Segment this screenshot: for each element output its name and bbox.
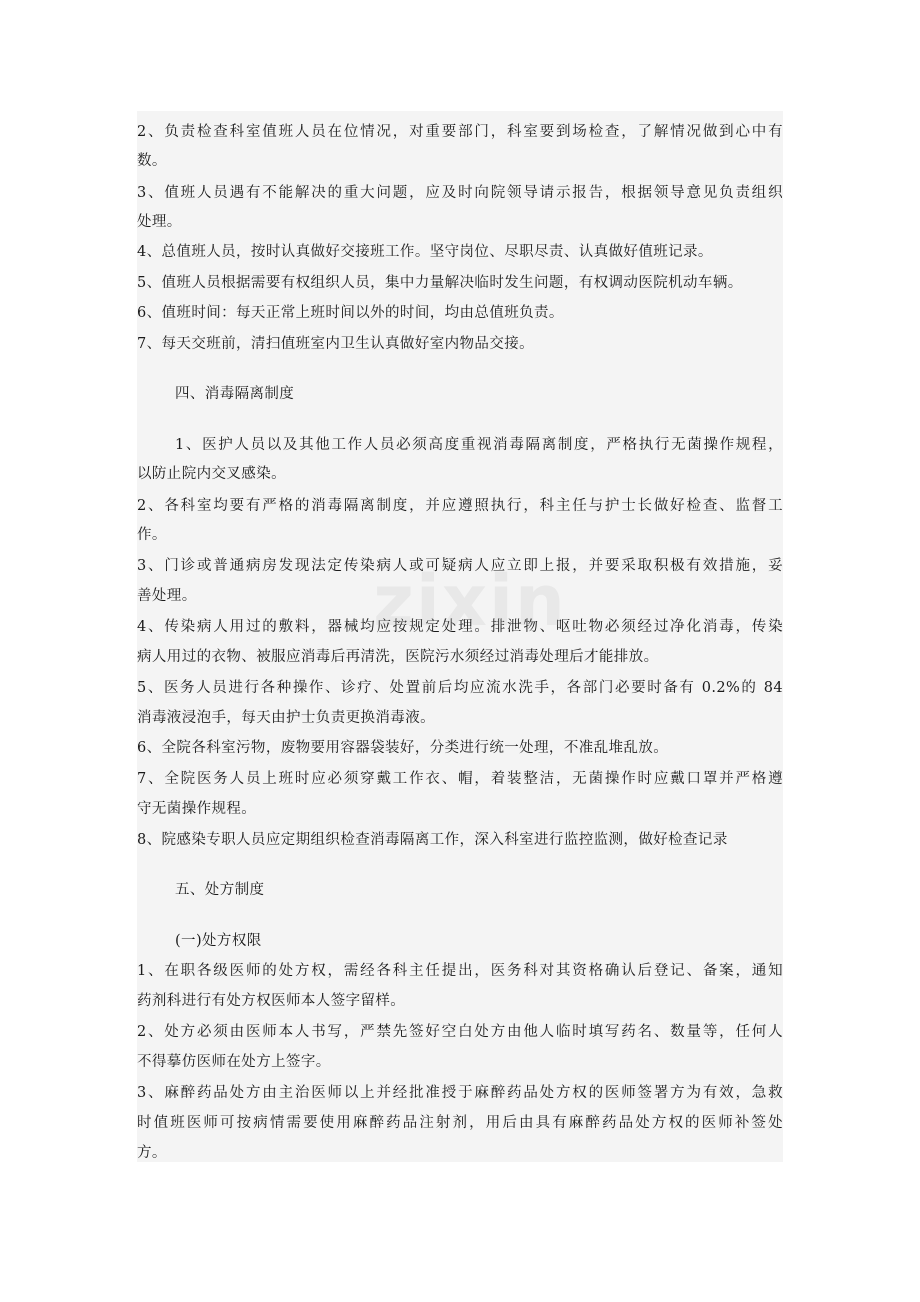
paragraph-line: 守无菌操作规程。 bbox=[137, 801, 257, 817]
paragraph-line: 7、全院医务人员上班时应必须穿戴工作衣、帽，着装整洁，无菌操作时应戴口罩并严格遵 bbox=[137, 771, 783, 787]
paragraph-line: 4、传染病人用过的敷料，器械均应按规定处理。排泄物、呕吐物必须经过净化消毒，传染 bbox=[137, 619, 783, 635]
paragraph-line: 2、各科室均要有严格的消毒隔离制度，并应遵照执行，科主任与护士长做好检查、监督工 bbox=[137, 498, 783, 514]
paragraph-line: 以防止院内交叉感染。 bbox=[137, 466, 286, 482]
watermark-logo: zixin bbox=[373, 560, 567, 642]
paragraph-line: 4、总值班人员，按时认真做好交接班工作。坚守岗位、尽职尽责、认真做好值班记录。 bbox=[137, 244, 713, 260]
section-heading: 五、处方制度 bbox=[175, 882, 265, 898]
paragraph-line: 2、处方必须由医师本人书写，严禁先签好空白处方由他人临时填写药名、数量等，任何人 bbox=[137, 1024, 783, 1040]
paragraph-line: 6、全院各科室污物，废物要用容器袋装好，分类进行统一处理，不准乱堆乱放。 bbox=[137, 740, 669, 756]
paragraph-line: 2、负责检查科室值班人员在位情况，对重要部门，科室要到场检查，了解情况做到心中有 bbox=[137, 124, 783, 140]
paragraph-line: 3、麻醉药品处方由主治医师以上并经批准授于麻醉药品处方权的医师签署方为有效，急救 bbox=[137, 1085, 783, 1101]
paragraph-line: 善处理。 bbox=[137, 588, 197, 604]
subsection-heading: (一)处方权限 bbox=[175, 933, 262, 949]
paragraph-line: 处理。 bbox=[137, 214, 182, 230]
paragraph-line: 消毒液浸泡手，每天由护士负责更换消毒液。 bbox=[137, 710, 435, 726]
paragraph-line: 7、每天交班前，清扫值班室内卫生认真做好室内物品交接。 bbox=[137, 336, 535, 352]
paragraph-line: 时值班医师可按病情需要使用麻醉药品注射剂，用后由具有麻醉药品处方权的医师补签处 bbox=[137, 1115, 783, 1131]
section-heading: 四、消毒隔离制度 bbox=[175, 386, 295, 402]
paragraph-line: 6、值班时间：每天正常上班时间以外的时间，均由总值班负责。 bbox=[137, 305, 564, 321]
paragraph-line: 3、值班人员遇有不能解决的重大问题，应及时向院领导请示报告，根据领导意见负责组织 bbox=[137, 185, 783, 201]
paragraph-line: 5、医务人员进行各种操作、诊疗、处置前后均应流水洗手，各部门必要时备有 0.2%的 84 bbox=[137, 680, 783, 696]
paragraph-line: 作。 bbox=[137, 527, 167, 543]
paragraph-line: 8、院感染专职人员应定期组织检查消毒隔离工作，深入科室进行监控监测，做好检查记录 bbox=[137, 832, 728, 848]
paragraph-line: 5、值班人员根据需要有权组织人员，集中力量解决临时发生问题，有权调动医院机动车辆。 bbox=[137, 275, 743, 291]
paragraph-line: 数。 bbox=[137, 153, 167, 169]
paragraph-line: 3、门诊或普通病房发现法定传染病人或可疑病人应立即上报，并要采取积极有效措施，妥 bbox=[137, 558, 783, 574]
paragraph-line: 方。 bbox=[137, 1145, 167, 1161]
paragraph-line: 1、在职各级医师的处方权，需经各科主任提出，医务科对其资格确认后登记、备案，通知 bbox=[137, 963, 783, 979]
paragraph-line: 不得摹仿医师在处方上签字。 bbox=[137, 1054, 331, 1070]
paragraph-line: 药剂科进行有处方权医师本人签字留样。 bbox=[137, 993, 406, 1009]
paragraph-line: 1、医护人员以及其他工作人员必须高度重视消毒隔离制度，严格执行无菌操作规程， bbox=[175, 437, 783, 453]
paragraph-line: 病人用过的衣物、被服应消毒后再清洗，医院污水须经过消毒处理后才能排放。 bbox=[137, 649, 659, 665]
